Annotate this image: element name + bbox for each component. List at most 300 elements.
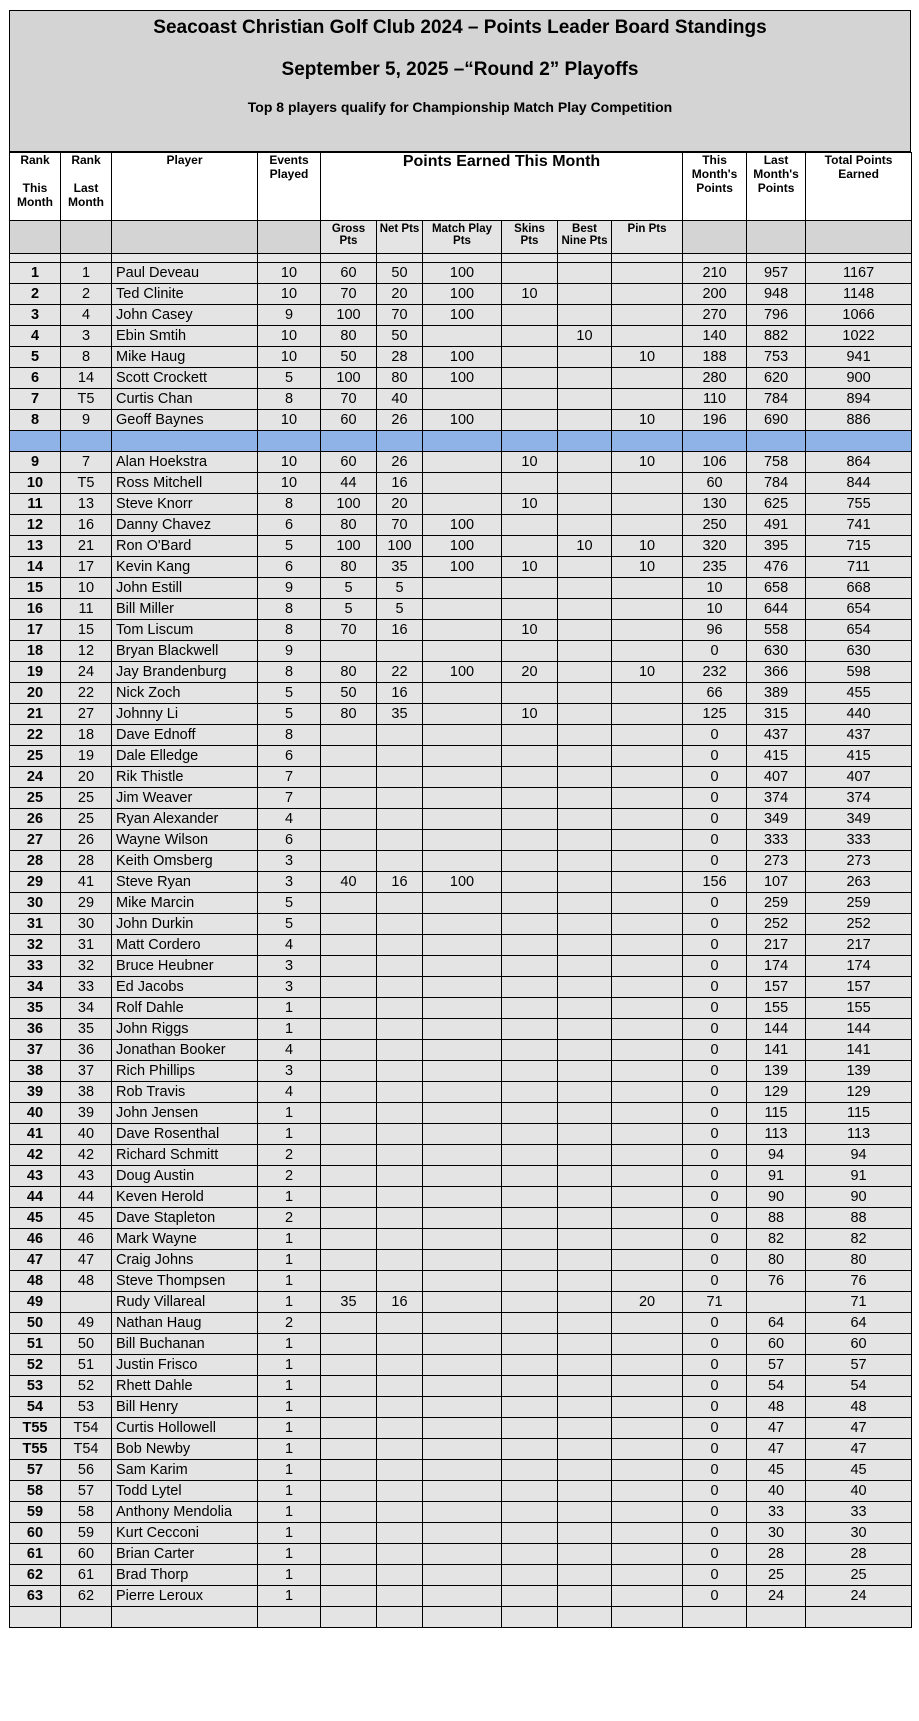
match-play-pts-cell — [423, 809, 502, 830]
match-play-pts-cell — [423, 1439, 502, 1460]
net-pts-cell: 20 — [377, 494, 423, 515]
gross-pts-cell: 60 — [321, 410, 377, 431]
rank-this-month-cell: 20 — [10, 683, 61, 704]
table-row — [10, 494, 912, 515]
rank-this-month-cell: 18 — [10, 641, 61, 662]
this-month-points-cell: 0 — [683, 767, 747, 788]
best-nine-pts-cell — [558, 599, 612, 620]
pin-pts-cell — [612, 599, 683, 620]
total-points-cell: 333 — [806, 830, 912, 851]
events-played-cell: 1 — [258, 1523, 321, 1544]
player-name-cell: Tom Liscum — [112, 620, 258, 641]
rank-last-month-cell: 22 — [61, 683, 112, 704]
best-nine-pts-cell — [558, 1082, 612, 1103]
subheader-empty — [747, 221, 806, 254]
net-pts-cell — [377, 746, 423, 767]
rank-last-month-cell: 33 — [61, 977, 112, 998]
events-played-cell: 3 — [258, 851, 321, 872]
this-month-points-cell: 0 — [683, 1460, 747, 1481]
total-points-cell: 1167 — [806, 263, 912, 284]
gross-pts-cell — [321, 830, 377, 851]
best-nine-pts-cell — [558, 1544, 612, 1565]
gross-pts-cell — [321, 1376, 377, 1397]
match-play-pts-cell — [423, 326, 502, 347]
events-played-cell: 10 — [258, 284, 321, 305]
this-month-points-cell: 0 — [683, 1523, 747, 1544]
best-nine-pts-cell — [558, 872, 612, 893]
rank-last-month-cell — [61, 1292, 112, 1313]
rank-this-month-cell: 30 — [10, 893, 61, 914]
player-name-cell: Bill Miller — [112, 599, 258, 620]
best-nine-pts-cell — [558, 473, 612, 494]
player-name-cell: John Estill — [112, 578, 258, 599]
rank-this-month-cell: 35 — [10, 998, 61, 1019]
header-rank-this-month: Rank This Month — [10, 153, 61, 221]
best-nine-pts-cell — [558, 1292, 612, 1313]
pin-pts-cell — [612, 1439, 683, 1460]
total-points-cell: 45 — [806, 1460, 912, 1481]
last-month-points-cell: 407 — [747, 767, 806, 788]
pin-pts-cell — [612, 788, 683, 809]
table-row — [10, 263, 912, 284]
pin-pts-cell — [612, 1397, 683, 1418]
skins-pts-cell — [502, 515, 558, 536]
total-points-cell: 54 — [806, 1376, 912, 1397]
pin-pts-cell — [612, 1502, 683, 1523]
rank-last-month-cell: 4 — [61, 305, 112, 326]
rank-this-month-cell: 15 — [10, 578, 61, 599]
total-points-cell: 157 — [806, 977, 912, 998]
this-month-points-cell: 0 — [683, 1502, 747, 1523]
net-pts-cell — [377, 1103, 423, 1124]
gross-pts-cell: 70 — [321, 389, 377, 410]
rank-last-month-cell: 58 — [61, 1502, 112, 1523]
skins-pts-cell: 20 — [502, 662, 558, 683]
pin-pts-cell — [612, 389, 683, 410]
total-points-cell: 76 — [806, 1271, 912, 1292]
total-points-cell: 252 — [806, 914, 912, 935]
best-nine-pts-cell — [558, 1124, 612, 1145]
last-month-points-cell: 82 — [747, 1229, 806, 1250]
best-nine-pts-cell — [558, 1019, 612, 1040]
best-nine-pts-cell — [558, 389, 612, 410]
skins-pts-cell — [502, 1229, 558, 1250]
standings-table — [9, 152, 912, 1628]
net-pts-cell: 26 — [377, 410, 423, 431]
rank-last-month-cell: 31 — [61, 935, 112, 956]
gross-pts-cell — [321, 851, 377, 872]
player-name-cell: Ron O'Bard — [112, 536, 258, 557]
pin-pts-cell — [612, 725, 683, 746]
total-points-cell: 630 — [806, 641, 912, 662]
events-played-cell: 1 — [258, 1376, 321, 1397]
best-nine-pts-cell — [558, 1229, 612, 1250]
net-pts-cell — [377, 1208, 423, 1229]
table-row — [10, 851, 912, 872]
gross-pts-cell — [321, 1145, 377, 1166]
best-nine-pts-cell — [558, 368, 612, 389]
pin-pts-cell — [612, 620, 683, 641]
rank-last-month-cell: 48 — [61, 1271, 112, 1292]
best-nine-pts-cell — [558, 1586, 612, 1607]
last-month-points-cell: 395 — [747, 536, 806, 557]
player-name-cell: Jay Brandenburg — [112, 662, 258, 683]
skins-pts-cell — [502, 389, 558, 410]
events-played-cell: 1 — [258, 1103, 321, 1124]
rank-this-month-cell: 49 — [10, 1292, 61, 1313]
events-played-cell: 1 — [258, 1586, 321, 1607]
events-played-cell: 1 — [258, 1019, 321, 1040]
rank-last-month-cell: 41 — [61, 872, 112, 893]
pin-pts-cell — [612, 704, 683, 725]
total-points-cell: 1022 — [806, 326, 912, 347]
total-points-cell: 144 — [806, 1019, 912, 1040]
this-month-points-cell: 0 — [683, 1586, 747, 1607]
gross-pts-cell — [321, 1355, 377, 1376]
match-play-pts-cell: 100 — [423, 347, 502, 368]
best-nine-pts-cell — [558, 1418, 612, 1439]
gross-pts-cell: 100 — [321, 494, 377, 515]
skins-pts-cell — [502, 641, 558, 662]
net-pts-cell — [377, 1145, 423, 1166]
total-points-cell: 25 — [806, 1565, 912, 1586]
gross-pts-cell — [321, 1397, 377, 1418]
skins-pts-cell — [502, 263, 558, 284]
skins-pts-cell — [502, 1502, 558, 1523]
match-play-pts-cell — [423, 641, 502, 662]
rank-this-month-cell: 2 — [10, 284, 61, 305]
gross-pts-cell — [321, 809, 377, 830]
total-points-cell: 141 — [806, 1040, 912, 1061]
events-played-cell: 1 — [258, 1292, 321, 1313]
player-name-cell: Steve Thompsen — [112, 1271, 258, 1292]
pin-pts-cell: 10 — [612, 410, 683, 431]
best-nine-pts-cell: 10 — [558, 536, 612, 557]
last-month-points-cell: 625 — [747, 494, 806, 515]
match-play-pts-cell — [423, 1229, 502, 1250]
events-played-cell: 2 — [258, 1313, 321, 1334]
skins-pts-cell — [502, 872, 558, 893]
events-played-cell: 1 — [258, 1481, 321, 1502]
last-month-points-cell: 217 — [747, 935, 806, 956]
gross-pts-cell — [321, 1040, 377, 1061]
table-row — [10, 641, 912, 662]
rank-this-month-cell: 43 — [10, 1166, 61, 1187]
events-played-cell: 9 — [258, 641, 321, 662]
gross-pts-cell — [321, 1082, 377, 1103]
net-pts-cell: 40 — [377, 389, 423, 410]
rank-last-month-cell: 53 — [61, 1397, 112, 1418]
player-name-cell: Pierre Leroux — [112, 1586, 258, 1607]
rank-last-month-cell: 38 — [61, 1082, 112, 1103]
events-played-cell: 8 — [258, 662, 321, 683]
rank-this-month-cell: 59 — [10, 1502, 61, 1523]
player-name-cell: Rob Travis — [112, 1082, 258, 1103]
net-pts-cell — [377, 935, 423, 956]
skins-pts-cell — [502, 1565, 558, 1586]
match-play-pts-cell — [423, 1166, 502, 1187]
events-played-cell: 4 — [258, 809, 321, 830]
this-month-points-cell: 0 — [683, 1250, 747, 1271]
rank-last-month-cell: T54 — [61, 1418, 112, 1439]
best-nine-pts-cell — [558, 1040, 612, 1061]
this-month-points-cell: 188 — [683, 347, 747, 368]
total-points-cell: 155 — [806, 998, 912, 1019]
rank-last-month-cell: 20 — [61, 767, 112, 788]
match-play-pts-cell — [423, 1313, 502, 1334]
pin-pts-cell — [612, 1082, 683, 1103]
total-points-cell: 654 — [806, 599, 912, 620]
this-month-points-cell: 140 — [683, 326, 747, 347]
this-month-points-cell: 280 — [683, 368, 747, 389]
match-play-pts-cell: 100 — [423, 872, 502, 893]
net-pts-cell: 16 — [377, 1292, 423, 1313]
player-name-cell: Rik Thistle — [112, 767, 258, 788]
match-play-pts-cell — [423, 1565, 502, 1586]
rank-last-month-cell: 25 — [61, 809, 112, 830]
rank-this-month-cell: 25 — [10, 788, 61, 809]
rank-last-month-cell: T5 — [61, 389, 112, 410]
gross-pts-cell — [321, 1271, 377, 1292]
net-pts-cell — [377, 893, 423, 914]
qualifier-divider — [10, 431, 912, 452]
best-nine-pts-cell — [558, 1166, 612, 1187]
player-name-cell: Rich Phillips — [112, 1061, 258, 1082]
header-row — [10, 153, 912, 221]
gross-pts-cell: 5 — [321, 578, 377, 599]
this-month-points-cell: 0 — [683, 746, 747, 767]
pin-pts-cell — [612, 914, 683, 935]
this-month-points-cell: 0 — [683, 1544, 747, 1565]
rank-last-month-cell: 14 — [61, 368, 112, 389]
net-pts-cell — [377, 1040, 423, 1061]
player-name-cell: Anthony Mendolia — [112, 1502, 258, 1523]
gross-pts-cell: 80 — [321, 704, 377, 725]
player-name-cell: Bill Henry — [112, 1397, 258, 1418]
net-pts-cell — [377, 1187, 423, 1208]
this-month-points-cell: 0 — [683, 1229, 747, 1250]
events-played-cell: 8 — [258, 620, 321, 641]
match-play-pts-cell — [423, 473, 502, 494]
total-points-cell: 654 — [806, 620, 912, 641]
this-month-points-cell: 0 — [683, 1355, 747, 1376]
events-played-cell: 9 — [258, 305, 321, 326]
rank-last-month-cell: 59 — [61, 1523, 112, 1544]
best-nine-pts-cell — [558, 1187, 612, 1208]
skins-pts-cell — [502, 1271, 558, 1292]
net-pts-cell: 35 — [377, 557, 423, 578]
match-play-pts-cell — [423, 1040, 502, 1061]
events-played-cell: 1 — [258, 1439, 321, 1460]
rank-this-month-cell: 45 — [10, 1208, 61, 1229]
table-row — [10, 326, 912, 347]
rank-last-month-cell: 35 — [61, 1019, 112, 1040]
net-pts-cell — [377, 1250, 423, 1271]
skins-pts-cell — [502, 1082, 558, 1103]
leaderboard-document — [9, 10, 911, 1628]
skins-pts-cell — [502, 1103, 558, 1124]
rank-last-month-cell: 16 — [61, 515, 112, 536]
match-play-pts-cell — [423, 1334, 502, 1355]
last-month-points-cell: 758 — [747, 452, 806, 473]
match-play-pts-cell: 100 — [423, 557, 502, 578]
total-points-cell: 407 — [806, 767, 912, 788]
pin-pts-cell — [612, 305, 683, 326]
events-played-cell: 5 — [258, 368, 321, 389]
best-nine-pts-cell — [558, 641, 612, 662]
skins-pts-cell — [502, 1355, 558, 1376]
last-month-points-cell: 24 — [747, 1586, 806, 1607]
events-played-cell: 1 — [258, 1334, 321, 1355]
player-name-cell: Brian Carter — [112, 1544, 258, 1565]
gross-pts-cell — [321, 746, 377, 767]
pin-pts-cell — [612, 1544, 683, 1565]
match-play-pts-cell — [423, 683, 502, 704]
skins-pts-cell — [502, 578, 558, 599]
player-name-cell: Paul Deveau — [112, 263, 258, 284]
table-row — [10, 1019, 912, 1040]
this-month-points-cell: 0 — [683, 809, 747, 830]
last-month-points-cell: 690 — [747, 410, 806, 431]
pin-pts-cell — [612, 1586, 683, 1607]
pin-pts-cell: 20 — [612, 1292, 683, 1313]
best-nine-pts-cell — [558, 1103, 612, 1124]
gross-pts-cell — [321, 914, 377, 935]
match-play-pts-cell: 100 — [423, 284, 502, 305]
skins-pts-cell — [502, 956, 558, 977]
table-row — [10, 1145, 912, 1166]
total-points-cell: 88 — [806, 1208, 912, 1229]
gross-pts-cell: 44 — [321, 473, 377, 494]
events-played-cell: 3 — [258, 956, 321, 977]
rank-last-month-cell: 27 — [61, 704, 112, 725]
events-played-cell: 3 — [258, 977, 321, 998]
this-month-points-cell: 66 — [683, 683, 747, 704]
player-name-cell: John Jensen — [112, 1103, 258, 1124]
this-month-points-cell: 0 — [683, 1418, 747, 1439]
spacer-row — [10, 254, 912, 263]
events-played-cell: 8 — [258, 599, 321, 620]
rank-last-month-cell: T54 — [61, 1439, 112, 1460]
title-box — [9, 10, 911, 152]
table-row — [10, 1082, 912, 1103]
best-nine-pts-cell — [558, 263, 612, 284]
best-nine-pts-cell — [558, 410, 612, 431]
this-month-points-cell: 0 — [683, 1334, 747, 1355]
pin-pts-cell — [612, 851, 683, 872]
best-nine-pts-cell — [558, 1376, 612, 1397]
total-points-cell: 273 — [806, 851, 912, 872]
events-played-cell: 2 — [258, 1166, 321, 1187]
total-points-cell: 1148 — [806, 284, 912, 305]
rank-this-month-cell: 53 — [10, 1376, 61, 1397]
best-nine-pts-cell — [558, 284, 612, 305]
total-points-cell: 47 — [806, 1439, 912, 1460]
skins-pts-cell — [502, 851, 558, 872]
skins-pts-cell — [502, 1334, 558, 1355]
match-play-pts-cell — [423, 1061, 502, 1082]
pin-pts-cell — [612, 1019, 683, 1040]
player-name-cell: Ryan Alexander — [112, 809, 258, 830]
rank-this-month-cell: 4 — [10, 326, 61, 347]
this-month-points-cell: 0 — [683, 1061, 747, 1082]
player-name-cell: Dave Stapleton — [112, 1208, 258, 1229]
match-play-pts-cell: 100 — [423, 263, 502, 284]
match-play-pts-cell — [423, 977, 502, 998]
pin-pts-cell — [612, 683, 683, 704]
best-nine-pts-cell — [558, 1145, 612, 1166]
events-played-cell: 6 — [258, 515, 321, 536]
best-nine-pts-cell — [558, 1208, 612, 1229]
this-month-points-cell: 0 — [683, 956, 747, 977]
gross-pts-cell: 80 — [321, 515, 377, 536]
last-month-points-cell: 155 — [747, 998, 806, 1019]
this-month-points-cell: 0 — [683, 851, 747, 872]
gross-pts-cell: 80 — [321, 557, 377, 578]
best-nine-pts-cell — [558, 830, 612, 851]
subheader-empty — [683, 221, 747, 254]
pin-pts-cell — [612, 1124, 683, 1145]
rank-this-month-cell: 48 — [10, 1271, 61, 1292]
gross-pts-cell — [321, 1229, 377, 1250]
pin-pts-cell — [612, 473, 683, 494]
events-played-cell: 10 — [258, 347, 321, 368]
best-nine-pts-cell — [558, 914, 612, 935]
rank-this-month-cell: 47 — [10, 1250, 61, 1271]
player-name-cell: Danny Chavez — [112, 515, 258, 536]
header-net-pts: Net Pts — [377, 221, 423, 254]
best-nine-pts-cell — [558, 1502, 612, 1523]
match-play-pts-cell — [423, 956, 502, 977]
last-month-points-cell: 415 — [747, 746, 806, 767]
best-nine-pts-cell — [558, 515, 612, 536]
last-month-points-cell: 115 — [747, 1103, 806, 1124]
net-pts-cell — [377, 1439, 423, 1460]
total-points-cell: 894 — [806, 389, 912, 410]
total-points-cell: 259 — [806, 893, 912, 914]
match-play-pts-cell: 100 — [423, 368, 502, 389]
net-pts-cell — [377, 977, 423, 998]
last-month-points-cell: 91 — [747, 1166, 806, 1187]
player-name-cell: Dave Rosenthal — [112, 1124, 258, 1145]
table-row — [10, 452, 912, 473]
events-played-cell: 1 — [258, 1418, 321, 1439]
total-points-cell: 40 — [806, 1481, 912, 1502]
best-nine-pts-cell — [558, 725, 612, 746]
last-month-points-cell: 144 — [747, 1019, 806, 1040]
header-total-points: Total Points Earned — [806, 153, 912, 221]
net-pts-cell: 80 — [377, 368, 423, 389]
skins-pts-cell — [502, 599, 558, 620]
table-row — [10, 725, 912, 746]
player-name-cell: Rhett Dahle — [112, 1376, 258, 1397]
this-month-points-cell: 0 — [683, 1124, 747, 1145]
skins-pts-cell: 10 — [502, 704, 558, 725]
player-name-cell: Scott Crockett — [112, 368, 258, 389]
total-points-cell: 886 — [806, 410, 912, 431]
net-pts-cell: 16 — [377, 683, 423, 704]
skins-pts-cell — [502, 473, 558, 494]
player-name-cell: Matt Cordero — [112, 935, 258, 956]
events-played-cell: 1 — [258, 1250, 321, 1271]
match-play-pts-cell — [423, 998, 502, 1019]
table-row — [10, 1439, 912, 1460]
player-name-cell: John Durkin — [112, 914, 258, 935]
table-row — [10, 284, 912, 305]
rank-last-month-cell: 7 — [61, 452, 112, 473]
last-month-points-cell: 620 — [747, 368, 806, 389]
rank-this-month-cell: 27 — [10, 830, 61, 851]
